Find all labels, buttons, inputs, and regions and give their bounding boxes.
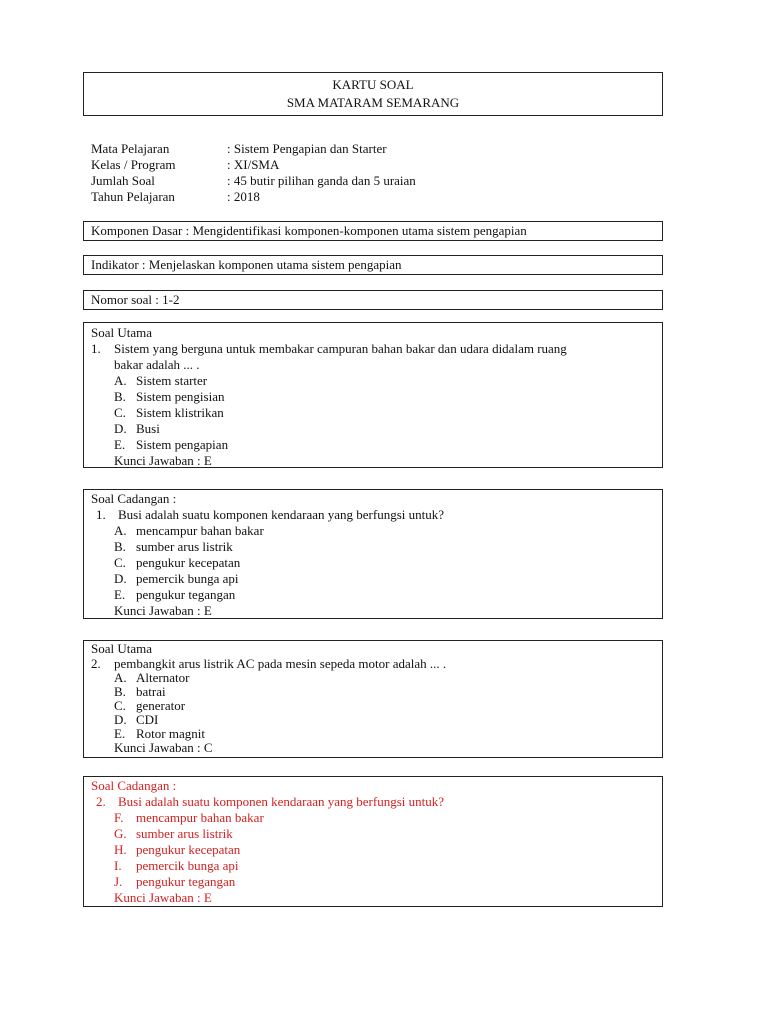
info-value: : 45 butir pilihan ganda dan 5 uraian xyxy=(227,173,416,188)
info-value: : Sistem Pengapian dan Starter xyxy=(227,141,387,156)
question-number: 1. xyxy=(91,341,101,356)
indikator-box xyxy=(83,255,663,275)
option-text: batrai xyxy=(136,684,166,699)
option-letter: B. xyxy=(114,539,126,554)
option-text: Sistem pengapian xyxy=(136,437,229,452)
option-letter: A. xyxy=(114,373,127,388)
komponen-dasar-text: Komponen Dasar : Mengidentifikasi komponen-komponen utama sistem pengapian xyxy=(91,223,527,238)
answer-key: Kunci Jawaban : C xyxy=(114,740,213,755)
option-text: pengukur kecepatan xyxy=(136,842,241,857)
option-letter: B. xyxy=(114,684,126,699)
question-number: 1. xyxy=(96,507,106,522)
option-text: mencampur bahan bakar xyxy=(136,523,264,538)
option-letter: G. xyxy=(114,826,127,841)
option-text: Sistem klistrikan xyxy=(136,405,224,420)
option-text: pengukur tegangan xyxy=(136,587,236,602)
option-letter: A. xyxy=(114,670,127,685)
question-box-2-utama xyxy=(83,640,663,758)
option-text: Busi xyxy=(136,421,160,436)
option-letter: C. xyxy=(114,698,126,713)
option-text: pengukur tegangan xyxy=(136,874,236,889)
info-label: Kelas / Program xyxy=(91,157,176,172)
option-text: sumber arus listrik xyxy=(136,826,233,841)
info-value: : XI/SMA xyxy=(227,157,280,172)
question-text: Busi adalah suatu komponen kendaraan yang berfungsi untuk? xyxy=(118,507,444,522)
question-number: 2. xyxy=(96,794,106,809)
question-text: pembangkit arus listrik AC pada mesin sepeda motor adalah ... . xyxy=(114,656,447,671)
question-text: Busi adalah suatu komponen kendaraan yang berfungsi untuk? xyxy=(118,794,444,809)
question-text: Sistem yang berguna untuk membakar campuran bahan bakar dan udara didalam ruang xyxy=(114,341,567,356)
option-text: mencampur bahan bakar xyxy=(136,810,264,825)
option-letter: E. xyxy=(114,587,126,602)
option-letter: H. xyxy=(114,842,127,857)
option-letter: I. xyxy=(114,858,122,873)
option-text: pemercik bunga api xyxy=(136,858,239,873)
indikator-text: Indikator : Menjelaskan komponen utama sistem pengapian xyxy=(91,257,402,272)
option-letter: D. xyxy=(114,712,127,727)
option-text: pengukur kecepatan xyxy=(136,555,241,570)
answer-key: Kunci Jawaban : E xyxy=(114,603,212,618)
option-text: CDI xyxy=(136,712,159,727)
option-text: Alternator xyxy=(136,670,190,685)
option-text: sumber arus listrik xyxy=(136,539,233,554)
question-text-cont: bakar adalah ... . xyxy=(114,357,200,372)
option-letter: B. xyxy=(114,389,126,404)
info-value: : 2018 xyxy=(227,189,260,204)
option-text: generator xyxy=(136,698,186,713)
option-letter: F. xyxy=(114,810,124,825)
answer-key: Kunci Jawaban : E xyxy=(114,453,212,468)
question-heading: Soal Utama xyxy=(91,325,153,340)
answer-key: Kunci Jawaban : E xyxy=(114,890,212,905)
option-letter: C. xyxy=(114,405,126,420)
question-box-1-utama xyxy=(83,322,663,468)
option-letter: E. xyxy=(114,437,126,452)
question-heading: Soal Cadangan : xyxy=(91,491,177,506)
question-box-1-cadangan xyxy=(83,489,663,619)
header-title: KARTU SOAL xyxy=(332,77,414,92)
info-label: Jumlah Soal xyxy=(91,173,155,188)
option-text: pemercik bunga api xyxy=(136,571,239,586)
option-text: Sistem starter xyxy=(136,373,208,388)
option-letter: E. xyxy=(114,726,126,741)
question-heading: Soal Utama xyxy=(91,641,153,656)
option-letter: A. xyxy=(114,523,127,538)
option-letter: D. xyxy=(114,421,127,436)
option-text: Sistem pengisian xyxy=(136,389,225,404)
header-school: SMA MATARAM SEMARANG xyxy=(286,95,460,110)
header-box xyxy=(83,72,663,116)
question-box-2-cadangan xyxy=(83,776,663,907)
option-text: Rotor magnit xyxy=(136,726,205,741)
nomor-soal-box xyxy=(83,290,663,310)
info-label: Tahun Pelajaran xyxy=(91,189,175,204)
question-number: 2. xyxy=(91,656,101,671)
option-letter: J. xyxy=(114,874,123,889)
komponen-dasar-box xyxy=(83,221,663,241)
info-label: Mata Pelajaran xyxy=(91,141,170,156)
nomor-soal-text: Nomor soal : 1-2 xyxy=(91,292,180,307)
option-letter: C. xyxy=(114,555,126,570)
question-heading: Soal Cadangan : xyxy=(91,778,177,793)
option-letter: D. xyxy=(114,571,127,586)
